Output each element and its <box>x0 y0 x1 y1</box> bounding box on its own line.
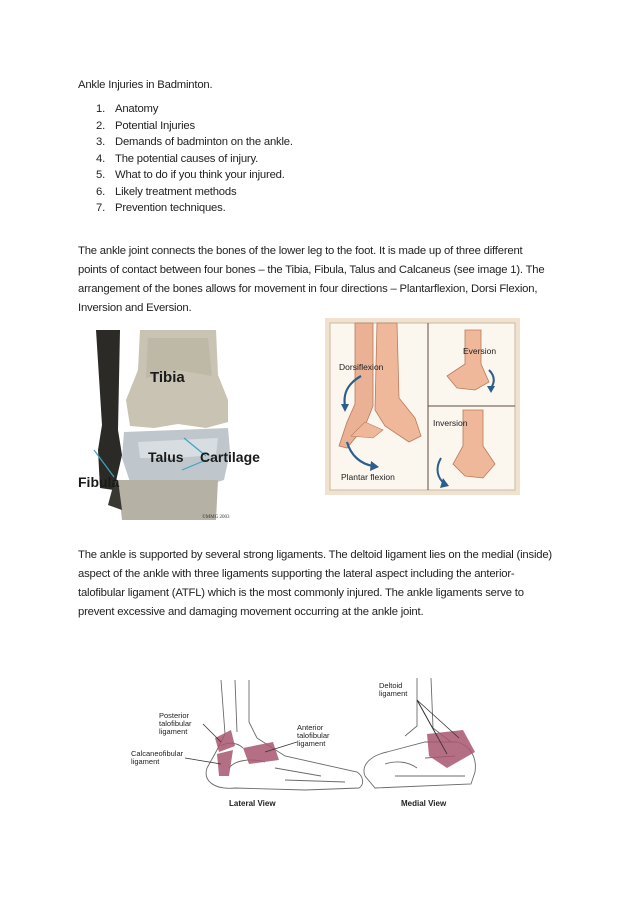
posterior-talofibular-label-3: ligament <box>159 727 188 736</box>
image-credit: ©MMG 2003 <box>202 515 230 520</box>
deltoid-label-2: ligament <box>379 689 408 698</box>
paragraph-line: aspect of the ankle with three ligaments supporting the lateral aspect including the anterior- <box>78 568 515 580</box>
paragraph-line: points of contact between four bones – the Tibia, Fibula, Talus and Calcaneus (see image 1). The <box>78 264 545 276</box>
list-text: Anatomy <box>115 103 159 115</box>
list-number: 5. <box>96 169 106 181</box>
paragraph-line: prevent excessive and damaging movement occurring at the ankle joint. <box>78 606 424 618</box>
inversion-label: Inversion <box>433 418 468 428</box>
list-text: Prevention techniques. <box>115 202 226 214</box>
list-text: The potential causes of injury. <box>115 152 259 165</box>
outline-list <box>96 101 293 217</box>
posterior-talofibular-label-1: Posterior <box>159 711 190 720</box>
ankle-bones-image <box>78 330 260 522</box>
ankle-ligaments-image <box>125 672 527 812</box>
list-item <box>96 167 293 184</box>
document-title: Ankle Injuries in Badminton. <box>78 79 213 91</box>
tibia-label: Tibia <box>150 369 185 386</box>
paragraph-line: The ankle joint connects the bones of the lower leg to the foot. It is made up of three different <box>78 245 523 257</box>
calcaneofibular-label-1: Calcaneofibular <box>131 749 184 758</box>
paragraph-line: talofibular ligament (ATFL) which is the most commonly injured. The ankle ligaments serve to <box>78 587 524 599</box>
dorsiflexion-label: Dorsiflexion <box>339 362 384 372</box>
posterior-talofibular-label-2: talofibular <box>159 719 192 728</box>
lateral-view-caption: Lateral View <box>229 799 276 808</box>
list-number: 3. <box>96 136 106 148</box>
ligaments-paragraph <box>78 546 558 622</box>
list-number: 7. <box>96 202 106 214</box>
fibula-label: Fibula <box>78 474 120 490</box>
list-text: Potential Injuries <box>115 119 195 132</box>
plantar-flexion-label: Plantar flexion <box>341 472 395 482</box>
list-number: 2. <box>96 119 106 132</box>
list-item <box>96 118 293 135</box>
foot-movements-image <box>325 318 520 495</box>
list-text: What to do if you think your injured. <box>115 169 285 181</box>
list-item <box>96 184 293 201</box>
eversion-label: Eversion <box>463 346 497 356</box>
list-text: Likely treatment methods <box>115 185 237 198</box>
talus-label: Talus <box>148 449 184 465</box>
list-number: 6. <box>96 185 106 198</box>
calcaneofibular-label-2: ligament <box>131 757 160 766</box>
list-number: 4. <box>96 152 106 165</box>
paragraph-line: The ankle is supported by several strong ligaments. The deltoid ligament lies on the medial (inside) <box>78 549 552 561</box>
paragraph-line: Inversion and Eversion. <box>78 302 192 314</box>
anterior-talofibular-label-1: Anterior <box>297 723 324 732</box>
anterior-talofibular-label-2: talofibular <box>297 731 330 740</box>
cartilage-label: Cartilage <box>200 449 260 465</box>
list-text: Demands of badminton on the ankle. <box>115 136 293 148</box>
deltoid-label-1: Deltoid <box>379 681 403 690</box>
list-item <box>96 151 293 168</box>
list-item <box>96 101 293 118</box>
anterior-talofibular-label-3: ligament <box>297 739 326 748</box>
list-number: 1. <box>96 103 106 115</box>
anatomy-paragraph <box>78 242 558 318</box>
list-item <box>96 134 293 151</box>
medial-view-caption: Medial View <box>401 799 447 808</box>
list-item <box>96 200 293 217</box>
paragraph-line: arrangement of the bones allows for movement in four directions – Plantarflexion, Dorsi Flexion, <box>78 283 538 295</box>
